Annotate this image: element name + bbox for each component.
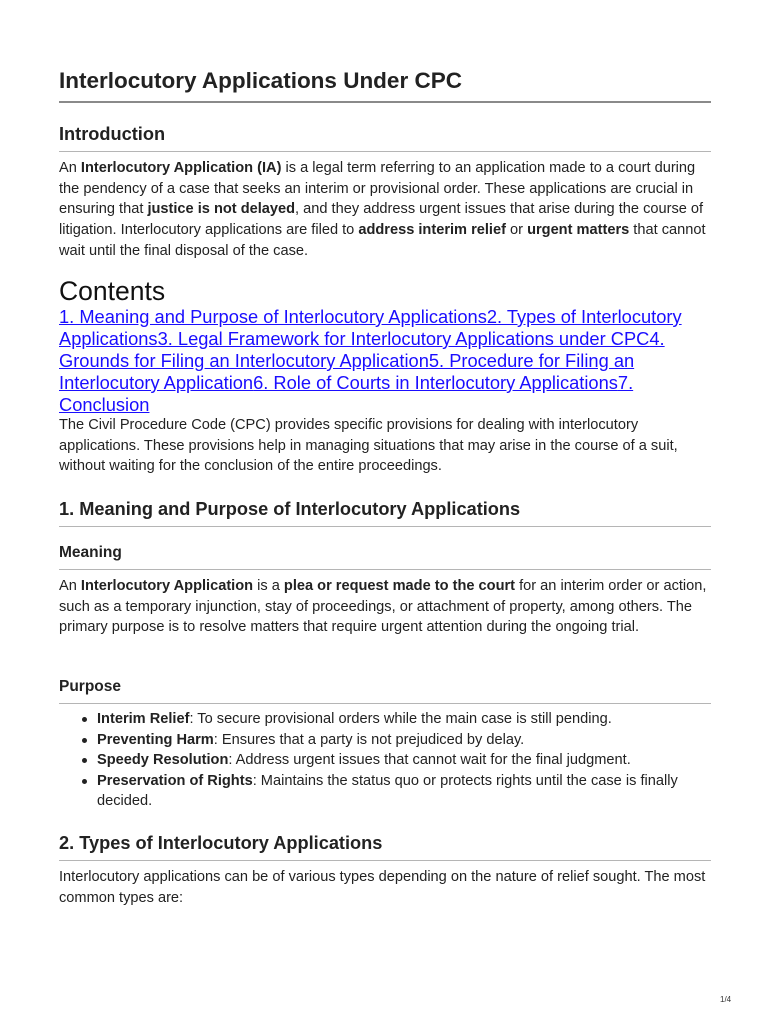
page-number: 1/4 xyxy=(720,995,732,1004)
cpc-paragraph: The Civil Procedure Code (CPC) provides specific provisions for dealing with interlocutory applications. These provisions help in managing situations that may arise in the course of a suit, without waiting for the conclusion of the entire proceedings. xyxy=(59,417,678,475)
introduction-divider xyxy=(59,151,711,152)
purpose-term: Speedy Resolution xyxy=(97,752,229,769)
purpose-list xyxy=(59,709,711,812)
intro-text-3: justice is not delayed xyxy=(147,201,296,218)
purpose-term: Interim Relief xyxy=(97,711,190,727)
purpose-text: : To secure provisional orders while the main case is still pending. xyxy=(189,711,612,727)
meaning-paragraph xyxy=(59,576,711,638)
toc-link-3[interactable]: 3. Legal Framework for Interlocutory Applications under CPC xyxy=(157,328,650,349)
list-item xyxy=(97,771,711,812)
purpose-text: : Address urgent issues that cannot wait for the final judgment. xyxy=(228,752,631,769)
toc-link-4[interactable]: 4. Grounds for Filing an Interlocutory Application xyxy=(59,328,665,371)
meaning-text-2: is a xyxy=(253,578,284,594)
list-item xyxy=(97,750,711,771)
table-of-contents xyxy=(59,306,711,416)
toc-link-1[interactable]: 1. Meaning and Purpose of Interlocutory Applications xyxy=(59,306,487,327)
contents-heading: Contents xyxy=(59,276,166,306)
purpose-divider xyxy=(59,703,711,704)
introduction-paragraph xyxy=(59,158,711,262)
section-1-heading: 1. Meaning and Purpose of Interlocutory Applications xyxy=(59,499,521,519)
meaning-text-3: plea or request made to the court xyxy=(283,578,516,594)
toc-link-2[interactable]: 2. Types of Interlocutory Applications xyxy=(59,306,682,349)
toc-link-6[interactable]: 6. Role of Courts in Interlocutory Applications xyxy=(253,372,618,393)
purpose-text: : Maintains the status quo or protects rights until the case is finally decided. xyxy=(97,772,678,810)
introduction-heading: Introduction xyxy=(59,124,166,144)
intro-text-0: An xyxy=(59,160,81,176)
meaning-text-4: for an interim order or action, such as a temporary injunction, stay of proceedings, or attachment of property, among others. The primary purpose is to resolve matters that require urgent attention during the ongoing trial. xyxy=(59,578,707,636)
intro-text-1: Interlocutory Application (IA) xyxy=(80,160,282,176)
meaning-text-1: Interlocutory Application xyxy=(80,578,254,594)
intro-text-8: that cannot wait until the final disposal of the case. xyxy=(59,222,706,259)
meaning-divider xyxy=(59,569,711,570)
intro-text-2: is a legal term referring to an application made to a court during the pendency of a case that seeks an interim or provisional order. These applications are crucial in ensuring that xyxy=(59,160,696,218)
toc-link-7[interactable]: 7. Conclusion xyxy=(59,372,634,415)
intro-text-7: urgent matters xyxy=(527,222,630,239)
document-title: Interlocutory Applications Under CPC xyxy=(59,68,462,93)
intro-text-5: address interim relief xyxy=(358,222,506,239)
title-divider xyxy=(59,101,711,103)
intro-text-6: or xyxy=(505,222,528,239)
purpose-heading: Purpose xyxy=(59,678,122,695)
section-2-paragraph: Interlocutory applications can be of various types depending on the nature of relief sought. The most common types are: xyxy=(59,869,706,906)
meaning-text-0: An xyxy=(59,578,81,594)
intro-text-4: , and they address urgent issues that arise during the course of litigation. Interlocutory applications are filed to xyxy=(59,201,704,239)
section-2-heading: 2. Types of Interlocutory Applications xyxy=(59,833,383,853)
section-1-divider xyxy=(59,526,711,527)
meaning-heading: Meaning xyxy=(59,544,122,561)
toc-link-5[interactable]: 5. Procedure for Filing an Interlocutory Application xyxy=(59,350,635,393)
list-item xyxy=(97,709,711,730)
section-2-divider xyxy=(59,860,711,861)
list-item xyxy=(97,730,711,751)
purpose-term: Preservation of Rights xyxy=(97,772,253,789)
purpose-text: : Ensures that a party is not prejudiced by delay. xyxy=(213,731,525,748)
purpose-term: Preventing Harm xyxy=(97,731,214,748)
